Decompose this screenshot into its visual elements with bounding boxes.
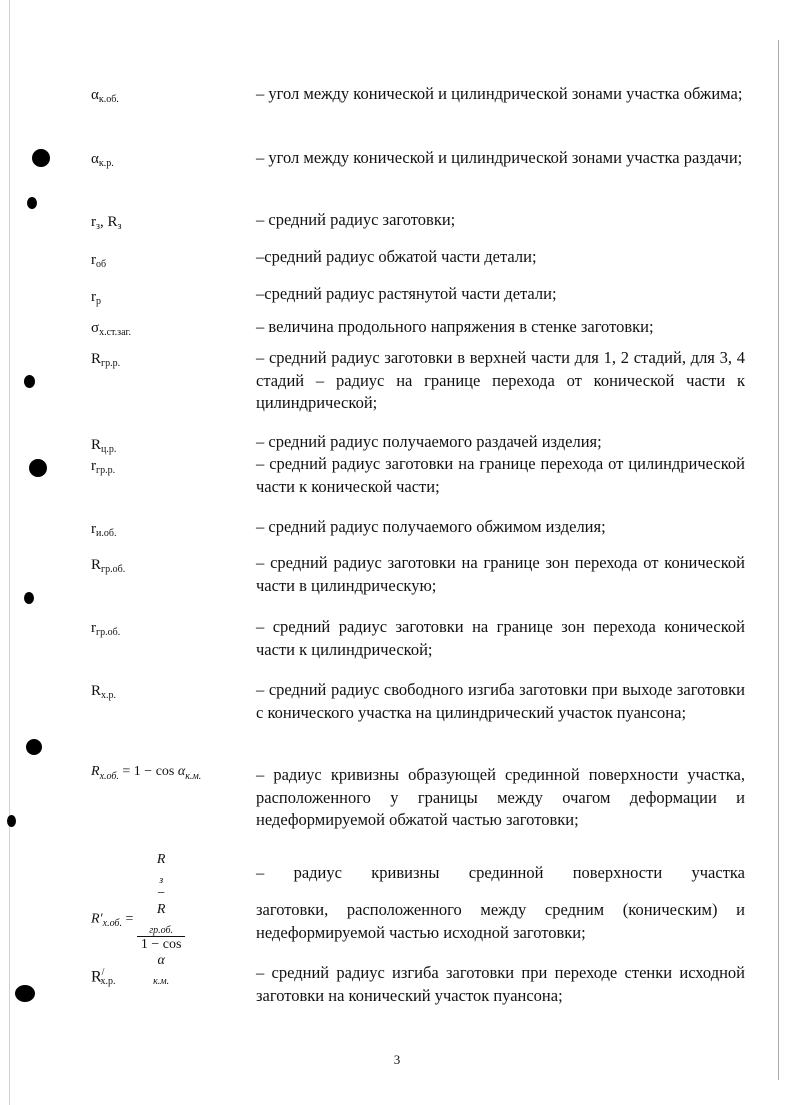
punch-hole-7	[7, 815, 16, 827]
definition-R-x-ob: – радиус кривизны образующей срединной поверхности участка, расположенного у границы между очагом деформации и недеформируемой обжатой частью заготовки;	[256, 765, 745, 829]
symbol-alpha-k-r: $\alpha_{к.р.}$	[91, 151, 114, 169]
definition-R-prime-x-r: – средний радиус изгиба заготовки при переходе стенки исходной заготовки на конический участок пуансона;	[256, 963, 745, 1005]
punch-hole-2	[27, 197, 37, 209]
formula-R-prime-x-ob: $R'_{х.об.}$ = R $_з$ − R $_{гр.об.}$ 1 − cos α $_{к.м.}$	[91, 852, 185, 986]
right-edge-line	[778, 40, 779, 1080]
definition-r-gr-r: – средний радиус заготовки на границе перехода от цилиндрической части к конической части;	[256, 454, 745, 496]
symbol-r-ob: $r_{об}$	[91, 252, 107, 270]
fraction-denominator: 1 − cos α $_{к.м.}$	[140, 936, 182, 987]
punch-hole-4	[29, 459, 47, 477]
fraction	[137, 852, 186, 986]
definition-r-ob: –средний радиус обжатой части детали;	[256, 247, 537, 266]
punch-hole-5	[24, 592, 34, 604]
punch-hole-1	[32, 149, 50, 167]
definition-R-prime-x-ob-rest: заготовки, расположенного между средним (коническим) и недеформируемой частью исходной заготовки;	[256, 900, 745, 942]
definition-sigma-x: – величина продольного напряжения в стенке заготовки;	[256, 317, 654, 336]
definition-r-z: – средний радиус заготовки;	[256, 210, 456, 229]
symbol-R-gr-ob: $R_{гр.об.}$	[91, 557, 126, 575]
symbol-sigma-x: $\sigma_{х.ст.заг.}$	[91, 320, 132, 338]
formula-R-x-ob: $R_{х.об.} = 1 - \cos \alpha_{к.м.}$	[91, 764, 202, 782]
symbol-R-x-r: $R_{х.р.}$	[91, 683, 117, 701]
page-number: 3	[393, 1052, 401, 1067]
definition-R-gr-ob: – средний радиус заготовки на границе зон перехода от конической части в цилиндрическую;	[256, 553, 745, 595]
symbol-alpha-k-ob: $\alpha_{к.об.}$	[91, 87, 119, 105]
definition-r-gr-ob: – средний радиус заготовки на границе зон перехода конической части к цилиндрической;	[256, 617, 745, 659]
symbol-r-gr-r: $r_{гр.р.}$	[91, 458, 116, 476]
symbol-R-prime-x-r: $R^/_{х.р.}$	[91, 967, 116, 988]
definition-R-prime-x-ob-line1: – радиус кривизны срединной поверхности участка	[256, 863, 745, 882]
punch-hole-8	[15, 985, 35, 1002]
symbol-R-ts-r: $R_{ц.р.}$	[91, 437, 117, 455]
symbol-r-p: $r_р$	[91, 289, 101, 307]
symbol-r-i-ob: $r_{и.об.}$	[91, 521, 117, 539]
left-edge-line	[9, 0, 10, 1105]
definition-alpha-k-ob: – угол между конической и цилиндрической зонами участка обжима;	[256, 84, 743, 103]
definition-R-gr-r: – средний радиус заготовки в верхней части для 1, 2 стадий, для 3, 4 стадий – радиус на границе перехода от конической части к цилиндрической;	[256, 348, 745, 412]
definition-r-i-ob: – средний радиус получаемого обжимом изделия;	[256, 517, 606, 536]
fraction-numerator: R $_з$ − R $_{гр.об.}$	[137, 852, 186, 937]
punch-hole-6	[26, 739, 42, 755]
symbol-r-gr-ob: $r_{гр.об.}$	[91, 620, 121, 638]
definition-r-p: –средний радиус растянутой части детали;	[256, 284, 557, 303]
definition-R-x-r: – средний радиус свободного изгиба заготовки при выходе заготовки с конического участка на цилиндрический участок пуансона;	[256, 680, 745, 722]
definition-alpha-k-r: – угол между конической и цилиндрической зонами участка раздачи;	[256, 148, 743, 167]
symbol-R-gr-r: $R_{гр.р.}$	[91, 351, 121, 369]
symbol-r-z: $r_з$, $R_з$	[91, 214, 122, 232]
punch-hole-3	[24, 375, 35, 388]
definition-R-ts-r: – средний радиус получаемого раздачей изделия;	[256, 432, 602, 451]
